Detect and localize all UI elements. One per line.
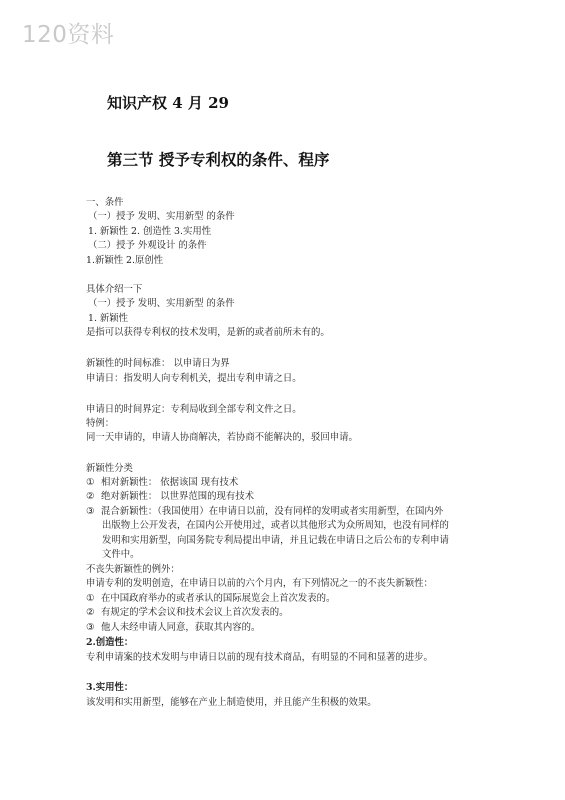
special-case-text: 同一天申请的，申请人协商解决，若协商不能解决的，驳回申请。 bbox=[86, 432, 358, 443]
heading-conditions: 一、条件 bbox=[86, 197, 124, 208]
subheading-invention-conditions: （一）授予 发明、实用新型 的条件 bbox=[88, 211, 235, 222]
novelty-exceptions-intro: 申请专利的发明创造，在申请日以前的六个月内，有下列情况之一的不丧失新颖性： bbox=[86, 578, 433, 589]
list-item bbox=[86, 506, 443, 518]
list-text: 相对新颖性： 依据该国 现有技术 bbox=[101, 477, 239, 488]
list-item bbox=[86, 477, 238, 489]
invention-conditions-list: 1. 新颖性 2. 创造性 3.实用性 bbox=[88, 226, 212, 237]
list-item-continuation: 发明和实用新型，向国务院专利局提出申请，并且记载在申请日之后公布的专利申请 bbox=[102, 535, 449, 546]
design-conditions-list: 1.新颖性 2.原创性 bbox=[86, 255, 164, 266]
list-number: ① bbox=[86, 593, 95, 604]
novelty-classification-heading: 新颖性分类 bbox=[86, 463, 133, 474]
list-item-continuation: 出版物上公开发表，在国内公开使用过，或者以其他形式为众所周知，也没有同样的 bbox=[102, 520, 449, 531]
practicality-definition: 该发明和实用新型，能够在产业上制造使用，并且能产生积极的效果。 bbox=[86, 697, 377, 708]
filing-date-boundary: 申请日的时间界定：专利局收到全部专利文件之日。 bbox=[86, 404, 302, 415]
document-title: 知识产权 4 月 29 bbox=[107, 94, 229, 112]
inventiveness-heading: 2.创造性： bbox=[86, 637, 134, 648]
list-item bbox=[86, 593, 335, 605]
list-number: ② bbox=[86, 607, 95, 618]
practicality-heading: 3.实用性： bbox=[86, 682, 134, 693]
section-title: 第三节 授予专利权的条件、程序 bbox=[107, 150, 330, 169]
list-number: ② bbox=[86, 491, 95, 502]
list-text: 他人未经申请人同意，获取其内容的。 bbox=[101, 622, 261, 633]
subheading-design-conditions: （二）授予 外观设计 的条件 bbox=[88, 240, 207, 251]
list-text: 有规定的学术会议和技术会议上首次发表的。 bbox=[101, 607, 289, 618]
list-item bbox=[86, 622, 260, 634]
list-text: 混合新颖性：（我国使用）在申请日以前，没有同样的发明或者实用新型，在国内外 bbox=[101, 506, 444, 517]
novelty-heading: 1. 新颖性 bbox=[88, 313, 129, 324]
inventiveness-definition: 专利申请案的技术发明与申请日以前的现有技术商品，有明显的不同和显著的进步。 bbox=[86, 652, 433, 663]
list-number: ① bbox=[86, 477, 95, 488]
novelty-exceptions-heading: 不丧失新颖性的例外： bbox=[86, 564, 180, 575]
filing-date-definition: 申请日：指发明人向专利机关，提出专利申请之日。 bbox=[86, 373, 302, 384]
list-item-continuation: 文件中。 bbox=[102, 549, 140, 560]
list-item bbox=[86, 491, 254, 503]
watermark-logo: 120资料 bbox=[22, 22, 115, 48]
intro-line: 具体介绍一下 bbox=[86, 284, 143, 295]
novelty-definition: 是指可以获得专利权的技术发明，是新的或者前所未有的。 bbox=[86, 327, 330, 338]
list-text: 绝对新颖性： 以世界范围的现有技术 bbox=[101, 491, 254, 502]
list-number: ③ bbox=[86, 506, 95, 517]
special-case-heading: 特例： bbox=[86, 418, 115, 429]
novelty-time-standard: 新颖性的时间标准： 以申请日为界 bbox=[86, 358, 230, 369]
list-item bbox=[86, 607, 289, 619]
list-text: 在中国政府举办的或者承认的国际展览会上首次发表的。 bbox=[101, 593, 336, 604]
subheading-invention-conditions-detail: （一）授予 发明、实用新型 的条件 bbox=[88, 298, 235, 309]
list-number: ③ bbox=[86, 622, 95, 633]
